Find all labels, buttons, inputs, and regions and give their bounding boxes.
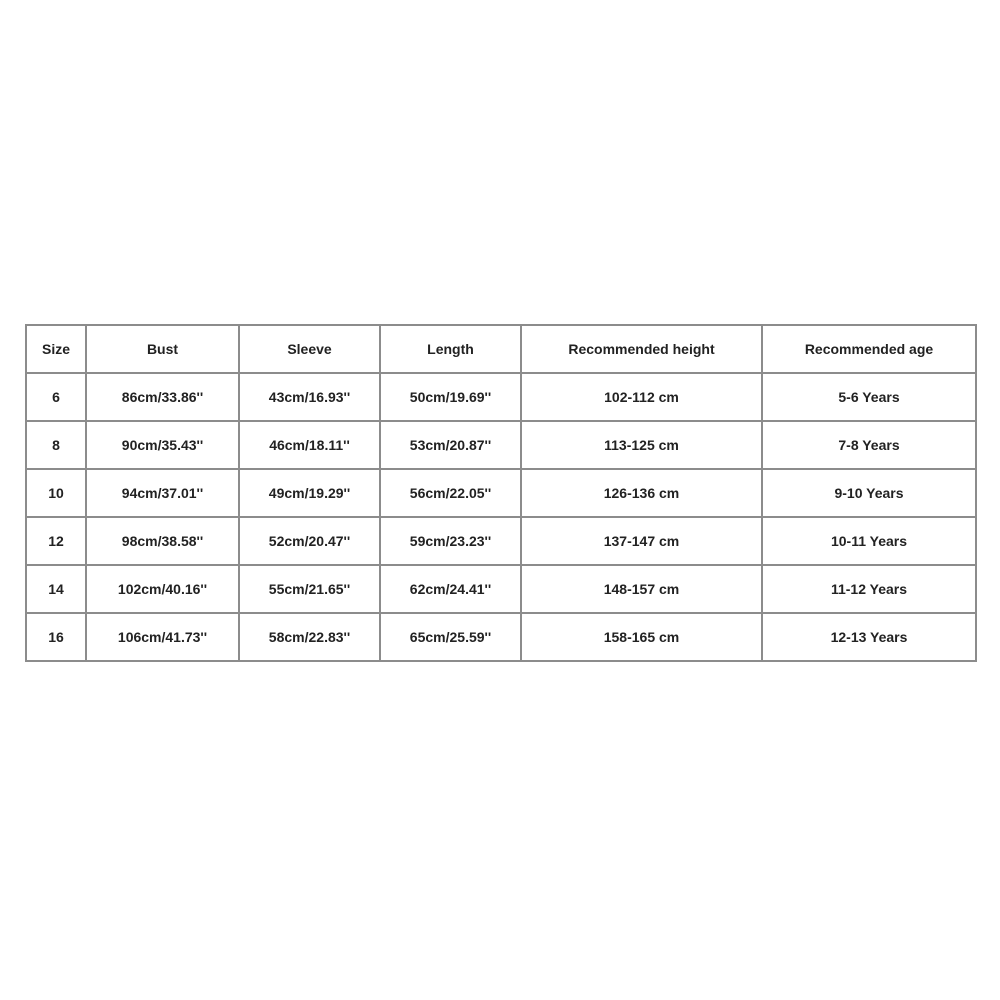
table-header-row bbox=[26, 325, 976, 373]
cell-recommended-height: 137-147 cm bbox=[521, 517, 762, 565]
cell-recommended-age: 11-12 Years bbox=[762, 565, 976, 613]
column-header-recommended-age: Recommended age bbox=[762, 325, 976, 373]
cell-size: 16 bbox=[26, 613, 86, 661]
cell-size: 8 bbox=[26, 421, 86, 469]
table-row bbox=[26, 469, 976, 517]
cell-bust: 102cm/40.16'' bbox=[86, 565, 239, 613]
size-chart-table bbox=[25, 324, 977, 662]
table-row bbox=[26, 613, 976, 661]
table-row bbox=[26, 517, 976, 565]
column-header-recommended-height: Recommended height bbox=[521, 325, 762, 373]
cell-length: 62cm/24.41'' bbox=[380, 565, 521, 613]
cell-size: 12 bbox=[26, 517, 86, 565]
cell-recommended-height: 102-112 cm bbox=[521, 373, 762, 421]
cell-recommended-age: 5-6 Years bbox=[762, 373, 976, 421]
column-header-length: Length bbox=[380, 325, 521, 373]
cell-recommended-height: 148-157 cm bbox=[521, 565, 762, 613]
cell-bust: 86cm/33.86'' bbox=[86, 373, 239, 421]
cell-sleeve: 52cm/20.47'' bbox=[239, 517, 380, 565]
cell-recommended-age: 10-11 Years bbox=[762, 517, 976, 565]
table-row bbox=[26, 565, 976, 613]
cell-bust: 94cm/37.01'' bbox=[86, 469, 239, 517]
cell-size: 10 bbox=[26, 469, 86, 517]
cell-recommended-height: 126-136 cm bbox=[521, 469, 762, 517]
cell-sleeve: 55cm/21.65'' bbox=[239, 565, 380, 613]
cell-bust: 106cm/41.73'' bbox=[86, 613, 239, 661]
cell-length: 65cm/25.59'' bbox=[380, 613, 521, 661]
cell-sleeve: 58cm/22.83'' bbox=[239, 613, 380, 661]
cell-recommended-age: 7-8 Years bbox=[762, 421, 976, 469]
cell-length: 53cm/20.87'' bbox=[380, 421, 521, 469]
column-header-bust: Bust bbox=[86, 325, 239, 373]
column-header-sleeve: Sleeve bbox=[239, 325, 380, 373]
cell-recommended-height: 158-165 cm bbox=[521, 613, 762, 661]
cell-length: 59cm/23.23'' bbox=[380, 517, 521, 565]
cell-size: 14 bbox=[26, 565, 86, 613]
cell-sleeve: 49cm/19.29'' bbox=[239, 469, 380, 517]
cell-sleeve: 43cm/16.93'' bbox=[239, 373, 380, 421]
cell-size: 6 bbox=[26, 373, 86, 421]
table-row bbox=[26, 421, 976, 469]
cell-recommended-height: 113-125 cm bbox=[521, 421, 762, 469]
cell-length: 56cm/22.05'' bbox=[380, 469, 521, 517]
cell-bust: 98cm/38.58'' bbox=[86, 517, 239, 565]
cell-length: 50cm/19.69'' bbox=[380, 373, 521, 421]
cell-bust: 90cm/35.43'' bbox=[86, 421, 239, 469]
column-header-size: Size bbox=[26, 325, 86, 373]
cell-sleeve: 46cm/18.11'' bbox=[239, 421, 380, 469]
table-row bbox=[26, 373, 976, 421]
cell-recommended-age: 12-13 Years bbox=[762, 613, 976, 661]
cell-recommended-age: 9-10 Years bbox=[762, 469, 976, 517]
